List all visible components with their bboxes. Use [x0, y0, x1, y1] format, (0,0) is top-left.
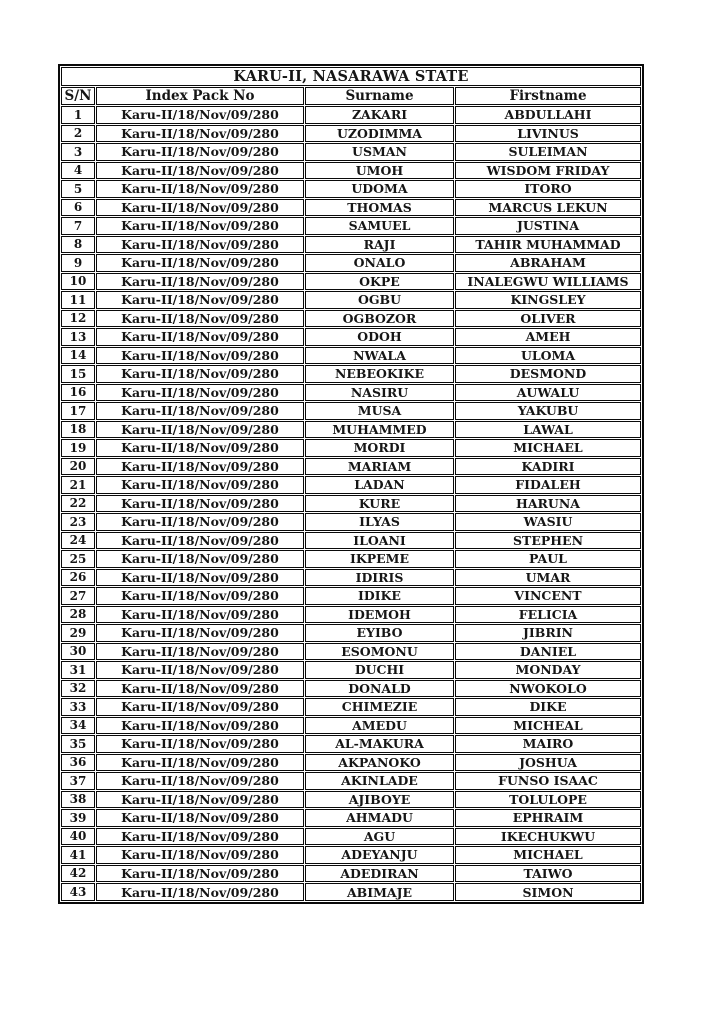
cell-surname: OGBOZOR [305, 310, 454, 328]
roster-table [58, 64, 644, 904]
cell-sn: 19 [61, 439, 95, 457]
table-row [61, 458, 641, 476]
cell-sn: 3 [61, 143, 95, 161]
cell-index-pack-no: Karu-II/18/Nov/09/280 [96, 735, 304, 753]
cell-sn: 12 [61, 310, 95, 328]
table-row [61, 421, 641, 439]
cell-surname: AHMADU [305, 809, 454, 827]
cell-surname: NASIRU [305, 384, 454, 402]
table-row [61, 735, 641, 753]
cell-sn: 42 [61, 865, 95, 883]
cell-index-pack-no: Karu-II/18/Nov/09/280 [96, 883, 304, 901]
cell-firstname: FELICIA [455, 606, 641, 624]
cell-surname: MUSA [305, 402, 454, 420]
cell-firstname: VINCENT [455, 587, 641, 605]
cell-firstname: NWOKOLO [455, 680, 641, 698]
cell-sn: 6 [61, 199, 95, 217]
cell-index-pack-no: Karu-II/18/Nov/09/280 [96, 772, 304, 790]
cell-sn: 32 [61, 680, 95, 698]
cell-surname: RAJI [305, 236, 454, 254]
cell-firstname: MICHAEL [455, 439, 641, 457]
cell-firstname: JOSHUA [455, 754, 641, 772]
table-row [61, 365, 641, 383]
table-row [61, 384, 641, 402]
cell-sn: 25 [61, 550, 95, 568]
roster-table-head [61, 67, 641, 105]
cell-index-pack-no: Karu-II/18/Nov/09/280 [96, 365, 304, 383]
cell-firstname: MONDAY [455, 661, 641, 679]
cell-sn: 34 [61, 717, 95, 735]
table-row [61, 106, 641, 124]
cell-sn: 5 [61, 180, 95, 198]
cell-sn: 7 [61, 217, 95, 235]
cell-index-pack-no: Karu-II/18/Nov/09/280 [96, 717, 304, 735]
cell-firstname: UMAR [455, 569, 641, 587]
cell-index-pack-no: Karu-II/18/Nov/09/280 [96, 291, 304, 309]
column-header-sn: S/N [61, 87, 95, 105]
cell-firstname: ABRAHAM [455, 254, 641, 272]
cell-sn: 17 [61, 402, 95, 420]
table-row [61, 772, 641, 790]
cell-firstname: SIMON [455, 883, 641, 901]
cell-sn: 15 [61, 365, 95, 383]
cell-index-pack-no: Karu-II/18/Nov/09/280 [96, 846, 304, 864]
cell-index-pack-no: Karu-II/18/Nov/09/280 [96, 236, 304, 254]
cell-surname: IKPEME [305, 550, 454, 568]
table-row [61, 883, 641, 901]
cell-index-pack-no: Karu-II/18/Nov/09/280 [96, 384, 304, 402]
cell-surname: UZODIMMA [305, 125, 454, 143]
cell-surname: AMEDU [305, 717, 454, 735]
cell-surname: ILYAS [305, 513, 454, 531]
table-body [61, 106, 641, 901]
table-row [61, 624, 641, 642]
cell-index-pack-no: Karu-II/18/Nov/09/280 [96, 698, 304, 716]
cell-sn: 18 [61, 421, 95, 439]
cell-surname: ADEDIRAN [305, 865, 454, 883]
cell-firstname: WISDOM FRIDAY [455, 162, 641, 180]
cell-index-pack-no: Karu-II/18/Nov/09/280 [96, 532, 304, 550]
table-row [61, 143, 641, 161]
cell-index-pack-no: Karu-II/18/Nov/09/280 [96, 809, 304, 827]
table-row [61, 125, 641, 143]
table-row [61, 162, 641, 180]
table-row [61, 273, 641, 291]
cell-index-pack-no: Karu-II/18/Nov/09/280 [96, 125, 304, 143]
cell-sn: 35 [61, 735, 95, 753]
cell-surname: ABIMAJE [305, 883, 454, 901]
cell-surname: ONALO [305, 254, 454, 272]
table-row [61, 865, 641, 883]
cell-surname: EYIBO [305, 624, 454, 642]
cell-firstname: FUNSO ISAAC [455, 772, 641, 790]
cell-firstname: TAHIR MUHAMMAD [455, 236, 641, 254]
cell-firstname: TAIWO [455, 865, 641, 883]
cell-index-pack-no: Karu-II/18/Nov/09/280 [96, 865, 304, 883]
table-row [61, 846, 641, 864]
cell-sn: 38 [61, 791, 95, 809]
cell-sn: 31 [61, 661, 95, 679]
table-row [61, 328, 641, 346]
cell-surname: AKPANOKO [305, 754, 454, 772]
column-header-index-pack-no: Index Pack No [96, 87, 304, 105]
cell-sn: 11 [61, 291, 95, 309]
cell-surname: THOMAS [305, 199, 454, 217]
cell-surname: AL-MAKURA [305, 735, 454, 753]
cell-sn: 2 [61, 125, 95, 143]
cell-index-pack-no: Karu-II/18/Nov/09/280 [96, 199, 304, 217]
table-row [61, 754, 641, 772]
cell-index-pack-no: Karu-II/18/Nov/09/280 [96, 754, 304, 772]
cell-sn: 23 [61, 513, 95, 531]
cell-index-pack-no: Karu-II/18/Nov/09/280 [96, 643, 304, 661]
cell-firstname: AUWALU [455, 384, 641, 402]
cell-firstname: YAKUBU [455, 402, 641, 420]
cell-surname: ADEYANJU [305, 846, 454, 864]
cell-surname: ZAKARI [305, 106, 454, 124]
cell-index-pack-no: Karu-II/18/Nov/09/280 [96, 476, 304, 494]
cell-index-pack-no: Karu-II/18/Nov/09/280 [96, 680, 304, 698]
cell-firstname: SULEIMAN [455, 143, 641, 161]
table-row [61, 513, 641, 531]
table-row [61, 402, 641, 420]
cell-sn: 22 [61, 495, 95, 513]
table-title-row [61, 67, 641, 86]
cell-sn: 30 [61, 643, 95, 661]
cell-surname: IDIRIS [305, 569, 454, 587]
cell-firstname: LAWAL [455, 421, 641, 439]
cell-sn: 20 [61, 458, 95, 476]
cell-index-pack-no: Karu-II/18/Nov/09/280 [96, 828, 304, 846]
cell-firstname: STEPHEN [455, 532, 641, 550]
cell-firstname: OLIVER [455, 310, 641, 328]
table-row [61, 550, 641, 568]
cell-index-pack-no: Karu-II/18/Nov/09/280 [96, 310, 304, 328]
cell-surname: IDIKE [305, 587, 454, 605]
cell-sn: 10 [61, 273, 95, 291]
table-row [61, 236, 641, 254]
cell-sn: 36 [61, 754, 95, 772]
table-row [61, 199, 641, 217]
cell-surname: NEBEOKIKE [305, 365, 454, 383]
table-row [61, 661, 641, 679]
cell-index-pack-no: Karu-II/18/Nov/09/280 [96, 439, 304, 457]
cell-surname: ODOH [305, 328, 454, 346]
cell-surname: OGBU [305, 291, 454, 309]
cell-sn: 28 [61, 606, 95, 624]
cell-index-pack-no: Karu-II/18/Nov/09/280 [96, 347, 304, 365]
table-row [61, 347, 641, 365]
cell-firstname: AMEH [455, 328, 641, 346]
cell-firstname: HARUNA [455, 495, 641, 513]
cell-index-pack-no: Karu-II/18/Nov/09/280 [96, 458, 304, 476]
cell-surname: KURE [305, 495, 454, 513]
table-row [61, 495, 641, 513]
cell-firstname: FIDALEH [455, 476, 641, 494]
table-row [61, 180, 641, 198]
table-title: KARU-II, NASARAWA STATE [61, 67, 641, 86]
table-row [61, 606, 641, 624]
cell-sn: 33 [61, 698, 95, 716]
column-header-firstname: Firstname [455, 87, 641, 105]
cell-surname: AGU [305, 828, 454, 846]
cell-index-pack-no: Karu-II/18/Nov/09/280 [96, 273, 304, 291]
table-header-row [61, 87, 641, 105]
cell-index-pack-no: Karu-II/18/Nov/09/280 [96, 254, 304, 272]
cell-index-pack-no: Karu-II/18/Nov/09/280 [96, 106, 304, 124]
cell-firstname: DANIEL [455, 643, 641, 661]
cell-firstname: IKECHUKWU [455, 828, 641, 846]
cell-index-pack-no: Karu-II/18/Nov/09/280 [96, 421, 304, 439]
cell-sn: 9 [61, 254, 95, 272]
cell-index-pack-no: Karu-II/18/Nov/09/280 [96, 217, 304, 235]
cell-surname: UDOMA [305, 180, 454, 198]
cell-sn: 37 [61, 772, 95, 790]
table-row [61, 254, 641, 272]
cell-surname: DONALD [305, 680, 454, 698]
cell-firstname: KADIRI [455, 458, 641, 476]
table-row [61, 217, 641, 235]
cell-surname: UMOH [305, 162, 454, 180]
cell-index-pack-no: Karu-II/18/Nov/09/280 [96, 624, 304, 642]
cell-sn: 24 [61, 532, 95, 550]
cell-sn: 27 [61, 587, 95, 605]
cell-index-pack-no: Karu-II/18/Nov/09/280 [96, 402, 304, 420]
cell-firstname: INALEGWU WILLIAMS [455, 273, 641, 291]
cell-firstname: WASIU [455, 513, 641, 531]
cell-surname: ESOMONU [305, 643, 454, 661]
cell-firstname: LIVINUS [455, 125, 641, 143]
cell-firstname: MICHEAL [455, 717, 641, 735]
table-row [61, 532, 641, 550]
cell-firstname: ITORO [455, 180, 641, 198]
table-row [61, 717, 641, 735]
table-row [61, 828, 641, 846]
cell-sn: 8 [61, 236, 95, 254]
cell-sn: 13 [61, 328, 95, 346]
cell-index-pack-no: Karu-II/18/Nov/09/280 [96, 180, 304, 198]
cell-firstname: ULOMA [455, 347, 641, 365]
cell-index-pack-no: Karu-II/18/Nov/09/280 [96, 569, 304, 587]
cell-index-pack-no: Karu-II/18/Nov/09/280 [96, 513, 304, 531]
column-header-surname: Surname [305, 87, 454, 105]
cell-index-pack-no: Karu-II/18/Nov/09/280 [96, 550, 304, 568]
cell-firstname: EPHRAIM [455, 809, 641, 827]
cell-index-pack-no: Karu-II/18/Nov/09/280 [96, 661, 304, 679]
cell-firstname: MAIRO [455, 735, 641, 753]
cell-sn: 29 [61, 624, 95, 642]
cell-surname: OKPE [305, 273, 454, 291]
cell-index-pack-no: Karu-II/18/Nov/09/280 [96, 143, 304, 161]
table-row [61, 569, 641, 587]
cell-surname: SAMUEL [305, 217, 454, 235]
cell-surname: IDEMOH [305, 606, 454, 624]
cell-firstname: DESMOND [455, 365, 641, 383]
cell-index-pack-no: Karu-II/18/Nov/09/280 [96, 162, 304, 180]
cell-firstname: KINGSLEY [455, 291, 641, 309]
cell-sn: 39 [61, 809, 95, 827]
cell-firstname: TOLULOPE [455, 791, 641, 809]
cell-sn: 41 [61, 846, 95, 864]
table-row [61, 476, 641, 494]
table-row [61, 809, 641, 827]
cell-sn: 26 [61, 569, 95, 587]
cell-index-pack-no: Karu-II/18/Nov/09/280 [96, 791, 304, 809]
cell-sn: 16 [61, 384, 95, 402]
cell-sn: 1 [61, 106, 95, 124]
cell-index-pack-no: Karu-II/18/Nov/09/280 [96, 328, 304, 346]
cell-firstname: JIBRIN [455, 624, 641, 642]
cell-sn: 14 [61, 347, 95, 365]
cell-surname: USMAN [305, 143, 454, 161]
cell-index-pack-no: Karu-II/18/Nov/09/280 [96, 587, 304, 605]
cell-surname: CHIMEZIE [305, 698, 454, 716]
cell-sn: 40 [61, 828, 95, 846]
table-row [61, 643, 641, 661]
table-row [61, 439, 641, 457]
cell-firstname: DIKE [455, 698, 641, 716]
table-row [61, 587, 641, 605]
cell-surname: MUHAMMED [305, 421, 454, 439]
cell-surname: NWALA [305, 347, 454, 365]
cell-firstname: PAUL [455, 550, 641, 568]
cell-surname: ILOANI [305, 532, 454, 550]
cell-firstname: MARCUS LEKUN [455, 199, 641, 217]
cell-surname: AJIBOYE [305, 791, 454, 809]
cell-sn: 4 [61, 162, 95, 180]
cell-surname: DUCHI [305, 661, 454, 679]
cell-surname: MORDI [305, 439, 454, 457]
table-row [61, 698, 641, 716]
cell-sn: 43 [61, 883, 95, 901]
cell-surname: LADAN [305, 476, 454, 494]
cell-firstname: ABDULLAHI [455, 106, 641, 124]
cell-firstname: MICHAEL [455, 846, 641, 864]
table-row [61, 291, 641, 309]
cell-index-pack-no: Karu-II/18/Nov/09/280 [96, 606, 304, 624]
table-row [61, 791, 641, 809]
cell-surname: MARIAM [305, 458, 454, 476]
cell-index-pack-no: Karu-II/18/Nov/09/280 [96, 495, 304, 513]
cell-surname: AKINLADE [305, 772, 454, 790]
table-row [61, 680, 641, 698]
table-row [61, 310, 641, 328]
cell-firstname: JUSTINA [455, 217, 641, 235]
cell-sn: 21 [61, 476, 95, 494]
